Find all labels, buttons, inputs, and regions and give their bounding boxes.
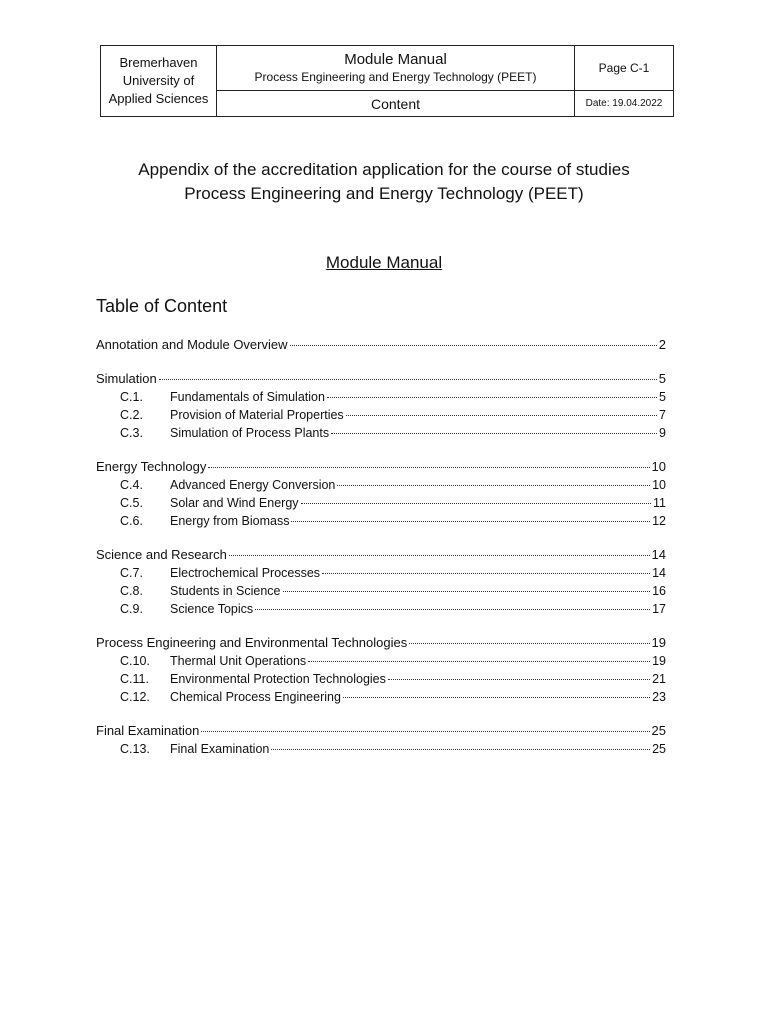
document-header: [100, 45, 674, 117]
toc-module-label: Electrochemical Processes: [170, 566, 321, 580]
toc-module-label: Energy from Biomass: [170, 514, 290, 528]
toc-section-row: [96, 722, 666, 740]
toc-heading: Table of Content: [96, 296, 228, 316]
header-title-cell: [217, 46, 575, 91]
toc-page-number: 21: [652, 672, 666, 686]
toc-module-label: Fundamentals of Simulation: [170, 390, 325, 404]
toc-page-number: 12: [652, 514, 666, 528]
toc-page-number: 9: [659, 426, 666, 440]
toc-page-number: 14: [652, 566, 666, 580]
toc-leader-dots: [343, 697, 650, 698]
toc-leader-dots: [208, 467, 649, 468]
toc-section-label: Annotation and Module Overview: [96, 337, 288, 352]
toc-page-number: 11: [653, 496, 666, 510]
toc-page-number: 5: [658, 371, 666, 386]
toc-module-row: [96, 512, 666, 530]
toc-module-row: [96, 564, 666, 582]
toc-section-label: Process Engineering and Environmental Technologies: [96, 635, 408, 650]
toc-leader-dots: [290, 345, 657, 346]
toc-page-number: 5: [659, 390, 666, 404]
toc-module-label: Solar and Wind Energy: [170, 496, 299, 510]
document-title: [0, 158, 768, 206]
toc-section-row: [96, 370, 666, 388]
program-name: Process Engineering and Energy Technology (PEET): [254, 69, 537, 84]
toc-module-number: C.2.: [120, 408, 143, 422]
toc-page-number: 17: [652, 602, 666, 616]
toc-section-label: Energy Technology: [96, 459, 207, 474]
toc-section-label: Final Examination: [96, 723, 200, 738]
toc-module-row: [96, 476, 666, 494]
table-of-contents: [96, 336, 666, 758]
toc-module-row: [96, 652, 666, 670]
toc-section-row: [96, 458, 666, 476]
toc-leader-dots: [255, 609, 650, 610]
toc-module-number: C.5.: [120, 496, 143, 510]
document-date: Date: 19.04.2022: [585, 98, 663, 109]
toc-leader-dots: [409, 643, 649, 644]
toc-leader-dots: [229, 555, 650, 556]
toc-module-label: Provision of Material Properties: [170, 408, 344, 422]
toc-leader-dots: [271, 749, 650, 750]
toc-page-number: 2: [658, 337, 666, 352]
module-manual-heading: [0, 253, 768, 273]
toc-module-label: Simulation of Process Plants: [170, 426, 330, 440]
toc-leader-dots: [308, 661, 650, 662]
toc-page-number: 25: [652, 742, 666, 756]
university-line: University of: [122, 73, 195, 88]
toc-module-label: Chemical Process Engineering: [170, 690, 341, 704]
page-number: Page C-1: [575, 46, 673, 91]
toc-module-row: [96, 670, 666, 688]
section-name: Content: [217, 91, 575, 116]
toc-leader-dots: [327, 397, 657, 398]
toc-section-label: Science and Research: [96, 547, 227, 562]
toc-page-number: 19: [651, 635, 666, 650]
toc-module-number: C.10.: [120, 654, 150, 668]
toc-page-number: 7: [659, 408, 666, 422]
toc-page-number: 10: [651, 459, 666, 474]
university-name: [101, 46, 217, 116]
university-line: Bremerhaven: [119, 55, 198, 70]
toc-module-label: Advanced Energy Conversion: [170, 478, 336, 492]
toc-leader-dots: [346, 415, 657, 416]
toc-module-number: C.4.: [120, 478, 143, 492]
toc-module-row: [96, 582, 666, 600]
toc-page-number: 16: [652, 584, 666, 598]
toc-module-label: Final Examination: [170, 742, 270, 756]
toc-section-label: Simulation: [96, 371, 157, 386]
toc-module-number: C.3.: [120, 426, 143, 440]
toc-module-row: [96, 424, 666, 442]
toc-section-row: [96, 336, 666, 354]
toc-leader-dots: [331, 433, 657, 434]
toc-module-number: C.1.: [120, 390, 143, 404]
toc-page-number: 14: [651, 547, 666, 562]
toc-module-number: C.11.: [120, 672, 149, 686]
toc-module-row: [96, 388, 666, 406]
toc-module-row: [96, 494, 666, 512]
title-line-1: Appendix of the accreditation application for the course of studies: [138, 160, 630, 179]
toc-module-label: Thermal Unit Operations: [170, 654, 307, 668]
module-manual-text: Module Manual: [325, 253, 443, 272]
toc-module-label: Environmental Protection Technologies: [170, 672, 386, 686]
toc-page-number: 10: [652, 478, 666, 492]
toc-module-number: C.13.: [120, 742, 150, 756]
toc-section-row: [96, 546, 666, 564]
toc-leader-dots: [291, 521, 650, 522]
toc-section-row: [96, 634, 666, 652]
title-line-2: Process Engineering and Energy Technology (PEET): [184, 184, 584, 203]
toc-module-number: C.8.: [120, 584, 143, 598]
toc-module-label: Students in Science: [170, 584, 281, 598]
toc-module-row: [96, 600, 666, 618]
toc-leader-dots: [301, 503, 651, 504]
toc-module-number: C.9.: [120, 602, 143, 616]
toc-module-row: [96, 688, 666, 706]
toc-page-number: 25: [651, 723, 666, 738]
toc-page-number: 23: [652, 690, 666, 704]
toc-module-row: [96, 740, 666, 758]
university-line: Applied Sciences: [108, 91, 209, 106]
toc-module-number: C.6.: [120, 514, 143, 528]
toc-leader-dots: [159, 379, 657, 380]
toc-module-number: C.7.: [120, 566, 143, 580]
toc-page-number: 19: [652, 654, 666, 668]
toc-module-row: [96, 406, 666, 424]
toc-leader-dots: [337, 485, 650, 486]
toc-leader-dots: [283, 591, 651, 592]
toc-leader-dots: [201, 731, 649, 732]
toc-module-number: C.12.: [120, 690, 150, 704]
toc-module-label: Science Topics: [170, 602, 254, 616]
toc-leader-dots: [388, 679, 650, 680]
toc-leader-dots: [322, 573, 650, 574]
manual-title: Module Manual: [344, 50, 447, 68]
